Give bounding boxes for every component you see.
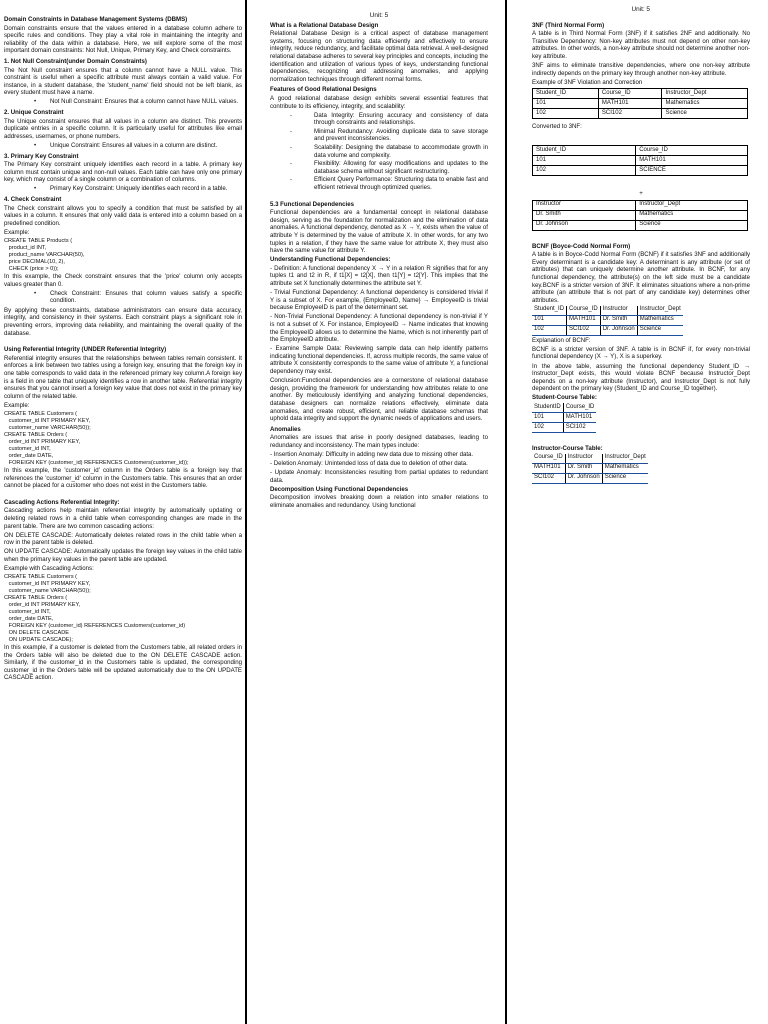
- section-heading: Cascading Actions Referential Integrity:: [4, 498, 120, 506]
- table-bcnf: [532, 306, 683, 336]
- table-cell: Dr. Johnson: [600, 325, 637, 335]
- table-row: [533, 220, 748, 230]
- table-cell: MATH101: [636, 155, 748, 165]
- column-middle: [270, 12, 488, 511]
- paragraph: Functional dependencies are a fundamental concept in relational database design, serving as the foundation for normalization and the elimination of data anomalies. A functional dependency, denoted as X → Y, exists when the value of attribute Y is determined by the value of attribute X. In other words, for any two tuples in a relation, if they have the same value for attribute X, they must also have the same value for attribute Y.: [270, 209, 488, 255]
- bullet-list: [4, 185, 242, 193]
- paragraph: Relational Database Design is a critical aspect of database management systems, focusing on structuring data efficiently and effectively to ensure integrity, reduce redundancy, and facilitate optimal data retrieval. A well-designed relational database adheres to several key principles and concepts, including the identification and utilization of various types of keys, understanding functional dependencies, recognizing and addressing anomalies, and applying normalization techniques through different normal forms.: [270, 30, 488, 83]
- paragraph: - Update Anomaly: Inconsistencies resulting from partial updates to redundant data.: [270, 469, 488, 484]
- table-row: [532, 454, 648, 464]
- table-row: [533, 200, 748, 210]
- table-cell: SCI102: [563, 423, 596, 433]
- paragraph: Example of 3NF Violation and Correction: [532, 78, 643, 86]
- table-row: [532, 403, 596, 413]
- table-header-cell: Student_ID: [533, 145, 636, 155]
- column-divider: [245, 0, 247, 1024]
- column-divider: [505, 0, 507, 1024]
- table-header-cell: Instructor_Dept: [602, 454, 648, 464]
- paragraph: Decomposition involves breaking down a relation into smaller relations to eliminate anomalies and redundancy. Using functional: [270, 494, 488, 510]
- plus-sign: +: [639, 189, 643, 197]
- section-heading: Understanding Functional Dependencies:: [270, 256, 391, 264]
- table-cell: SCI102: [567, 325, 601, 335]
- table-header-cell: Course_ID: [598, 89, 662, 99]
- table-row: [533, 89, 748, 99]
- list-item: - Scalability: Designing the database to accommodate growth in data volume and complexity.: [270, 144, 488, 159]
- table-cell: Dr. Johnson: [565, 473, 602, 483]
- list-item: • Not Null Constraint: Ensures that a column cannot have NULL values.: [4, 98, 242, 106]
- table-3nf-student-course: [532, 145, 748, 176]
- unit-label: Unit: 5: [631, 6, 650, 13]
- table-cell: Mathematics: [602, 463, 648, 473]
- paragraph: A table is in Third Normal Form (3NF) if it satisfies 2NF and additionally. No Transitive Dependency: Non-key attributes must not depend on other non-key attributes. In other words, a non-key attribute should not determine another non-key attribute.: [532, 30, 750, 60]
- table-row: [532, 463, 648, 473]
- column-left: [4, 12, 242, 684]
- table-cell: Mathematics: [637, 315, 683, 325]
- table-row: [533, 99, 748, 109]
- table-cell: 101: [533, 155, 636, 165]
- table-cell: MATH101: [567, 315, 601, 325]
- list-item: • Check Constraint: Ensures that column values satisfy a specific condition.: [4, 290, 242, 305]
- table-cell: MATH101: [532, 463, 565, 473]
- code-block: CREATE TABLE Products ( product_id INT, product_name VARCHAR(50), price DECIMAL(10, 2), CHECK (price > 0));: [4, 237, 85, 272]
- table-cell: Dr. Smith: [600, 315, 637, 325]
- table-cell: 101: [533, 99, 599, 109]
- table-cell: Dr. Smith: [533, 210, 636, 220]
- table-header-cell: Instructor: [565, 454, 602, 464]
- section-heading: 2. Unique Constraint: [4, 109, 64, 117]
- table-header-cell: Instructor: [533, 200, 636, 210]
- paragraph: Converted to 3NF:: [532, 123, 582, 131]
- table-cell: Science: [662, 109, 748, 119]
- table-header-cell: Instructor_Dept: [637, 306, 683, 316]
- paragraph: ON DELETE CASCADE: Automatically deletes related rows in the child table when a row in the parent table is deleted.: [4, 531, 242, 547]
- paragraph: By applying these constraints, database administrators can ensure data accuracy, integrity, and consistency in their systems. Each constraint plays a significant role in preventing errors, improving data reliability, and maintaining the overall quality of the database.: [4, 306, 242, 337]
- list-item: • Unique Constraint: Ensures all values in a column are distinct.: [4, 142, 242, 150]
- table-cell: Science: [636, 220, 748, 230]
- table-header-cell: Course_ID: [567, 306, 601, 316]
- table-cell: Dr. Johnson: [533, 220, 636, 230]
- list-item: - Minimal Redundancy: Avoiding duplicate data to save storage and prevent inconsistencies.: [270, 128, 488, 143]
- table-header-cell: Instructor_Dept: [662, 89, 748, 99]
- paragraph: - Deletion Anomaly: Unintended loss of data due to deletion of other data.: [270, 460, 468, 468]
- table-row: [532, 413, 596, 423]
- list-item: - Data Integrity: Ensuring accuracy and consistency of data through constraints and relationships.: [270, 112, 488, 127]
- table-cell: 101: [532, 315, 567, 325]
- paragraph: A good relational database design exhibits several essential features that contribute to its efficiency, integrity, and scalability:: [270, 94, 488, 110]
- paragraph: - Trivial Functional Dependency: A functional dependency is considered trivial if Y is a subset of X. For example, {EmployeeID, Name} → EmployeeID is trivial because EmployeeID is part of the determinant set.: [270, 289, 488, 312]
- table-header-cell: Student_ID: [532, 306, 567, 316]
- section-heading: 3. Primary Key Constraint: [4, 152, 79, 160]
- table-cell: 102: [532, 325, 567, 335]
- section-heading: 1. Not Null Constraint(under Domain Constraints): [4, 57, 147, 65]
- table-3nf-instructor: [532, 200, 748, 231]
- table-cell: Science: [637, 325, 683, 335]
- paragraph: - Definition: A functional dependency X → Y in a relation R signifies that for any tuples t1 and t2 in R, if t1[X] = t2[X], then t1[Y] = t2[Y]. This implies that the attribute set X functionally determines the attribute set Y.: [270, 264, 488, 287]
- paragraph: In this example, the Check constraint ensures that the 'price' column only accepts values greater than 0.: [4, 272, 242, 288]
- section-heading: Decomposition Using Functional Dependencies: [270, 485, 409, 493]
- list-item: - Efficient Query Performance: Structuring data to enable fast and efficient retrieval through optimized queries.: [270, 176, 488, 191]
- section-heading: Anomalies: [270, 425, 301, 433]
- bullet-list: [4, 290, 242, 305]
- table-header-cell: Course_ID: [563, 403, 596, 413]
- table-cell: SCIENCE: [636, 165, 748, 175]
- table-row: [532, 325, 683, 335]
- table-header-cell: Student_ID: [533, 89, 599, 99]
- paragraph: 3NF aims to eliminate transitive dependencies, where one non-key attribute indirectly depends on the primary key through another non-key attribute.: [532, 62, 750, 77]
- section-heading: Features of Good Relational Designs: [270, 86, 377, 94]
- paragraph: Referential integrity ensures that the relationships between tables remain consistent. It enforces a link between two tables using a foreign key, ensuring that the foreign key in one table corresponds to valid data in the referenced primary key column.A foreign key is a field in one table that uniquely identifies a row in another table. Referential integrity ensures that you cannot insert a foreign key value that does not exist in the primary key column of the related table.: [4, 354, 242, 400]
- table-header-cell: Course_ID: [532, 454, 565, 464]
- section-heading: BCNF (Boyce-Codd Normal Form): [532, 242, 631, 250]
- table-row: [532, 423, 596, 433]
- table-header-cell: StudentID: [532, 403, 563, 413]
- table-cell: 102: [533, 109, 599, 119]
- table-row: [533, 155, 748, 165]
- table-row: [532, 315, 683, 325]
- paragraph: The Unique constraint ensures that all values in a column are distinct. This prevents duplicate entries in a specific column. It is particularly useful for attributes like email addresses, usernames, or phone numbers.: [4, 117, 242, 140]
- table-row: [533, 145, 748, 155]
- paragraph: In this example, if a customer is deleted from the Customers table, all related orders in the Orders table will also be deleted due to the ON DELETE CASCADE action. Similarly, if the customer_id in the Customers table is updated, the corresponding customer_id in the Orders table will be updated automatically due to the ON UPDATE CASCADE action.: [4, 644, 242, 682]
- paragraph: - Examine Sample Data: Reviewing sample data can help identify patterns indicating functional dependencies. If, across multiple records, the same value of attribute X consistently corresponds to the same value of attribute Y, a functional dependency may exist.: [270, 345, 488, 376]
- section-heading: Student-Course Table:: [532, 394, 597, 402]
- section-heading: 4. Check Constraint: [4, 195, 62, 203]
- section-heading: 5.3 Functional Dependencies: [270, 200, 354, 208]
- code-block: CREATE TABLE Customers ( customer_id INT PRIMARY KEY, customer_name VARCHAR(50)); CREATE TABLE Orders ( order_id INT PRIMARY KEY, customer_id INT, order_date DATE, FOREIGN KEY (customer_id) REFERENCES Customers(customer_id) ON DELETE CASCADE ON UPDATE CASCADE);: [4, 574, 186, 644]
- section-heading: Instructor-Course Table:: [532, 445, 603, 453]
- table-row: [532, 306, 683, 316]
- paragraph: Conclusion:Functional dependencies are a cornerstone of relational database design, providing the framework for understanding how attributes relate to one another. By meticulously identifying and analyzing functional dependencies, database designers can normalize relations effectively, eliminate data anomalies, and create robust, efficient, and reliable database schemas that uphold data integrity and support the dynamic needs of applications and users.: [270, 377, 488, 423]
- paragraph: - Insertion Anomaly: Difficulty in adding new data due to missing other data.: [270, 450, 474, 458]
- table-header-cell: Instructor: [600, 306, 637, 316]
- table-cell: SCI102: [598, 109, 662, 119]
- paragraph: - Non-Trivial Functional Dependency: A functional dependency is non-trivial if Y is not a subset of X. For instance, EmployeeID → Name indicates that knowing the EmployeeID allows us to determine the Name, which is not inherently part of the EmployeeID attribute.: [270, 313, 488, 344]
- table-cell: Dr. Smith: [565, 463, 602, 473]
- table-row: [533, 210, 748, 220]
- table-cell: Mathematics: [636, 210, 748, 220]
- table-cell: SCI102: [532, 473, 565, 483]
- example-label: Example:: [4, 401, 30, 409]
- list-item: • Primary Key Constraint: Uniquely identifies each record in a table.: [4, 185, 242, 193]
- paragraph: A table is in Boyce-Codd Normal Form (BCNF) if it satisfies 3NF and additionally Every determinant is a candidate key: A determinant is any attribute (or set of attributes) that can uniquely determine another attribute. In BCNF, for any functional dependency, the attribute(s) on the left side must be a candidate key.BCNF is a stricter version of 3NF. It eliminates situations where a non-prime attribute (an attribute that is not part of any candidate key) determines other attributes.: [532, 251, 750, 304]
- bullet-list: [4, 98, 242, 106]
- table-row: [532, 473, 648, 483]
- section-heading: Using Referential Integrity (UNDER Referential Integrity): [4, 346, 167, 354]
- list-item: - Flexibility: Allowing for easy modifications and updates to the database schema without significant restructuring.: [270, 160, 488, 175]
- table-cell: 101: [532, 413, 563, 423]
- section-heading: What is a Relational Database Design: [270, 21, 379, 29]
- table-cell: 102: [532, 423, 563, 433]
- table-cell: Science: [602, 473, 648, 483]
- unit-label: Unit: 5: [369, 12, 389, 19]
- paragraph: In the above table, assuming the functional dependency Student_ID → Instructor_Dept exists, this would violate BCNF because Instructor_Dept depends on a non-key attribute (Instructor), and Instructor_Dept is not fully dependent on the primary key (Student_ID and Course_ID together).: [532, 362, 750, 393]
- paragraph: Anomalies are issues that arise in poorly designed databases, leading to redundancy and inconsistency. The main types include:: [270, 434, 488, 449]
- table-cell: Mathematics: [662, 99, 748, 109]
- paragraph: ON UPDATE CASCADE: Automatically updates the foreign key values in the child table when the primary key values in the parent table are updated.: [4, 548, 242, 563]
- paragraph: In this example, the 'customer_id' column in the Orders table is a foreign key that references the 'customer_id' column in the Customers table. This ensures that an order cannot be placed for a customer who does not exist in the Customers table.: [4, 466, 242, 490]
- paragraph: The Not Null constraint ensures that a column cannot have a NULL value. This constraint is useful when a specific attribute must always contain a valid value. For instance, in a student database, the 'student_name' field should not be left blank, as every student must have a name.: [4, 66, 242, 97]
- table-cell: MATH101: [563, 413, 596, 423]
- paragraph: Explanation of BCNF:: [532, 336, 591, 344]
- paragraph: The Check constraint allows you to specify a condition that must be satisfied by all values in a column. It ensures that only valid data is entered into a column based on a predefined condition.: [4, 204, 242, 227]
- section-heading: 3NF (Third Normal Form): [532, 21, 605, 29]
- column-right: [532, 6, 750, 484]
- table-instructor-course: [532, 454, 648, 484]
- table-row: [533, 165, 748, 175]
- table-header-cell: Course_ID: [636, 145, 748, 155]
- paragraph: BCNF is a stricter version of 3NF. A table is in BCNF if, for every non-trivial functional dependency (X → Y), X is a superkey.: [532, 345, 750, 361]
- table-student-course: [532, 403, 596, 433]
- bullet-list: [4, 142, 242, 150]
- features-list: [270, 112, 488, 192]
- example-label: Example:: [4, 228, 30, 236]
- paragraph: The Primary Key constraint uniquely identifies each record in a table. A primary key column must contain unique and non-null values. Each table can have only one primary key, which may consist of a single column or a combination of columns.: [4, 161, 242, 184]
- section-heading: Domain Constraints in Database Management Systems (DBMS): [4, 16, 188, 23]
- paragraph: Cascading actions help maintain referential integrity by automatically updating or deleting related rows in a child table when corresponding changes are made in the parent table. There are two common cascading actions:: [4, 507, 242, 530]
- code-block: CREATE TABLE Customers ( customer_id INT PRIMARY KEY, customer_name VARCHAR(50)); CREATE TABLE Orders ( order_id INT PRIMARY KEY, customer_id INT, order_date DATE, FOREIGN KEY (customer_id) REFERENCES Customers(customer_id));: [4, 410, 189, 466]
- table-row: [533, 109, 748, 119]
- example-label: Example with Cascading Actions:: [4, 564, 94, 572]
- table-header-cell: Instructor_Dept: [636, 200, 748, 210]
- table-cell: MATH101: [598, 99, 662, 109]
- table-3nf-violation: [532, 88, 748, 119]
- paragraph: Domain constraints ensure that the values entered in a database column adhere to specific rules and conditions. They play a vital role in maintaining the integrity and reliability of the data within a database. Here, we will explore some of the most important domain constraints: Not Null, Unique, Primary Key, and Check constraints.: [4, 24, 242, 55]
- table-cell: 102: [533, 165, 636, 175]
